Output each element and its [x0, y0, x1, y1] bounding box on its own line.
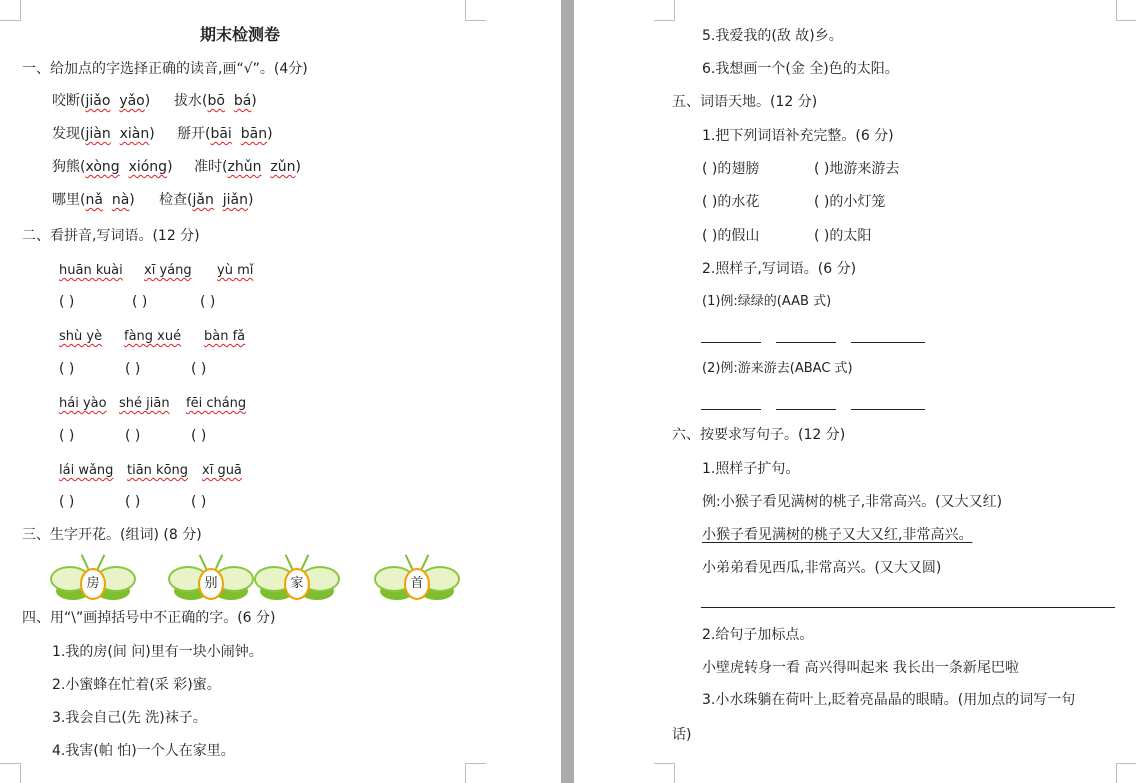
s6-question-3-cont: 话): [672, 727, 692, 743]
crop-mark: [1116, 0, 1136, 21]
s4-item[interactable]: 6.我想画一个(金 全)色的太阳。: [702, 61, 899, 77]
pinyin-option[interactable]: zhǔn: [227, 159, 262, 175]
answer-line[interactable]: [776, 342, 836, 343]
s1-word: 检查(: [159, 192, 193, 208]
s4-item[interactable]: 5.我爱我的(敌 故)乡。: [702, 28, 843, 44]
pinyin-option[interactable]: jiǎo: [85, 93, 111, 109]
flower-character: 首: [404, 568, 430, 600]
s5-example-2: (2)例:游来游去(ABAC 式): [702, 361, 853, 376]
s1-word: 准时(: [194, 159, 228, 175]
answer-blank[interactable]: ( ): [125, 428, 141, 444]
pinyin-prompt: hái yào: [59, 396, 107, 411]
s4-item[interactable]: 4.我害(帕 怕)一个人在家里。: [52, 743, 235, 759]
s5-example-1: (1)例:绿绿的(AAB 式): [702, 294, 832, 309]
fill-blank[interactable]: ( )地游来游去: [814, 161, 900, 177]
answer-line[interactable]: [851, 342, 925, 343]
page-right: [574, 0, 1136, 783]
s4-item[interactable]: 1.我的房(间 问)里有一块小闹钟。: [52, 644, 263, 660]
s1-word: 发现(: [52, 126, 86, 142]
pinyin-option[interactable]: xióng: [128, 159, 168, 175]
s6-example: 例:小猴子看见满树的桃子,非常高兴。(又大又红): [702, 494, 1003, 510]
section-6-heading: 六、按要求写句子。(12 分): [672, 427, 846, 443]
character-flower[interactable]: [50, 552, 136, 602]
flower-character: 别: [198, 568, 224, 600]
crop-mark: [0, 0, 21, 21]
pinyin-prompt: fēi cháng: [186, 396, 247, 411]
section-1-heading: 一、给加点的字选择正确的读音,画“√”。(4分): [22, 61, 308, 77]
crop-mark: [465, 763, 486, 783]
answer-line[interactable]: [701, 342, 761, 343]
s6-question-1: 1.照样子扩句。: [702, 461, 800, 477]
fill-blank[interactable]: ( )的翅膀: [702, 161, 760, 177]
answer-line[interactable]: [851, 409, 925, 410]
character-flower[interactable]: [254, 552, 340, 602]
pinyin-prompt: xī yáng: [144, 263, 192, 278]
s6-example-answer: 小猴子看见满树的桃子又大又红,非常高兴。: [702, 527, 973, 543]
pinyin-prompt: xī guā: [202, 463, 242, 478]
section-2-heading: 二、看拼音,写词语。(12 分): [22, 228, 200, 244]
s6-task: 小弟弟看见西瓜,非常高兴。(又大又圆): [702, 560, 942, 576]
pinyin-option[interactable]: bá: [233, 93, 252, 109]
flower-character: 房: [80, 568, 106, 600]
section-5-heading: 五、词语天地。(12 分): [672, 94, 818, 110]
s5-question-1: 1.把下列词语补充完整。(6 分): [702, 128, 894, 144]
section-3-heading: 三、生字开花。(组词) (8 分): [22, 527, 202, 543]
s1-word: 狗熊(: [52, 159, 86, 175]
s6-question-3: 3.小水珠躺在荷叶上,眨着亮晶晶的眼睛。(用加点的词写一句: [702, 692, 1076, 708]
answer-blank[interactable]: ( ): [125, 361, 141, 377]
crop-mark: [654, 0, 675, 21]
fill-blank[interactable]: ( )的小灯笼: [814, 194, 886, 210]
pinyin-prompt: bàn fǎ: [204, 329, 246, 344]
character-flower[interactable]: [374, 552, 460, 602]
pinyin-prompt: yù mǐ: [217, 263, 254, 278]
pinyin-prompt: fàng xué: [124, 329, 182, 344]
pinyin-prompt: tiān kōng: [127, 463, 189, 478]
pinyin-option[interactable]: nà: [111, 192, 130, 208]
pinyin-option[interactable]: nǎ: [85, 192, 103, 208]
section-4-heading: 四、用“\”画掉括号中不正确的字。(6 分): [22, 610, 276, 626]
crop-mark: [654, 763, 675, 783]
crop-mark: [1116, 763, 1136, 783]
fill-blank[interactable]: ( )的太阳: [814, 228, 872, 244]
answer-blank[interactable]: ( ): [191, 428, 207, 444]
s1-word: 拔水(: [174, 93, 208, 109]
s1-word: 咬断(: [52, 93, 86, 109]
pinyin-option[interactable]: bō: [207, 93, 225, 109]
pinyin-prompt: shù yè: [59, 329, 103, 344]
pinyin-option[interactable]: jiǎn: [222, 192, 248, 208]
pinyin-prompt: shé jiān: [119, 396, 170, 411]
answer-line[interactable]: [701, 607, 1115, 608]
crop-mark: [465, 0, 486, 21]
pinyin-option[interactable]: jiàn: [85, 126, 111, 142]
answer-blank[interactable]: ( ): [59, 361, 75, 377]
s4-item[interactable]: 3.我会自己(先 洗)袜子。: [52, 710, 207, 726]
answer-blank[interactable]: ( ): [191, 361, 207, 377]
answer-line[interactable]: [776, 409, 836, 410]
pinyin-prompt: huān kuài: [59, 263, 123, 278]
s6-question-2: 2.给句子加标点。: [702, 627, 814, 643]
s4-item[interactable]: 2.小蜜蜂在忙着(采 彩)蜜。: [52, 677, 221, 693]
pinyin-option[interactable]: xòng: [85, 159, 120, 175]
answer-blank[interactable]: ( ): [200, 294, 216, 310]
answer-blank[interactable]: ( ): [59, 294, 75, 310]
character-flower[interactable]: [168, 552, 254, 602]
fill-blank[interactable]: ( )的假山: [702, 228, 760, 244]
answer-blank[interactable]: ( ): [59, 428, 75, 444]
page-gutter: [561, 0, 574, 783]
answer-line[interactable]: [701, 409, 761, 410]
answer-blank[interactable]: ( ): [132, 294, 148, 310]
pinyin-option[interactable]: bān: [240, 126, 268, 142]
pinyin-option[interactable]: zǔn: [270, 159, 296, 175]
fill-blank[interactable]: ( )的水花: [702, 194, 760, 210]
page-left: 期末检测卷 一、给加点的字选择正确的读音,画“√”。(4分) 咬断(jiǎo yǎo) 拔水(bō bá) 发现(jiàn xiàn) 掰开(bāi bān) 狗熊(xòng xióng) 准时(zhǔn zǔn) 哪里(nǎ nà) 检查(jǎn jiǎn) 二、看拼音,写词语。(12 分) huān kuài xī yáng yù mǐ ( ) ( ) ( ) shù yè fàng xué bàn fǎ ( ) ( ) ( ) hái yào shé jiān fēi cháng ( ) ( ) ( ) lái wǎng tiān kōng xī guā ( ) ( ) ( ) 三、生字开花。(组词) (8 分) 房 别 家 首 四、用“\”画掉括号中不正确的字。(6 分) 1.我的房(间 问)里有一块小闹钟。 2.小蜜蜂在忙着(采 彩)蜜。 3.我会自己(先 洗)袜子。 4.我害(帕 怕)一个人在家里。: [0, 0, 561, 783]
s6-punct-sentence: 小壁虎转身一看 高兴得叫起来 我长出一条新尾巴啦: [702, 660, 1019, 676]
pinyin-option[interactable]: bāi: [210, 126, 232, 142]
pinyin-option[interactable]: xiàn: [119, 126, 150, 142]
page-title: 期末检测卷: [200, 25, 281, 44]
s1-word: 掰开(: [177, 126, 211, 142]
pinyin-prompt: lái wǎng: [59, 463, 114, 478]
answer-blank[interactable]: ( ): [59, 494, 75, 510]
pinyin-option[interactable]: yǎo: [119, 93, 145, 109]
pinyin-option[interactable]: jǎn: [192, 192, 214, 208]
answer-blank[interactable]: ( ): [125, 494, 141, 510]
s1-word: 哪里(: [52, 192, 86, 208]
crop-mark: [0, 763, 21, 783]
flower-character: 家: [284, 568, 310, 600]
s5-question-2: 2.照样子,写词语。(6 分): [702, 261, 857, 277]
answer-blank[interactable]: ( ): [191, 494, 207, 510]
